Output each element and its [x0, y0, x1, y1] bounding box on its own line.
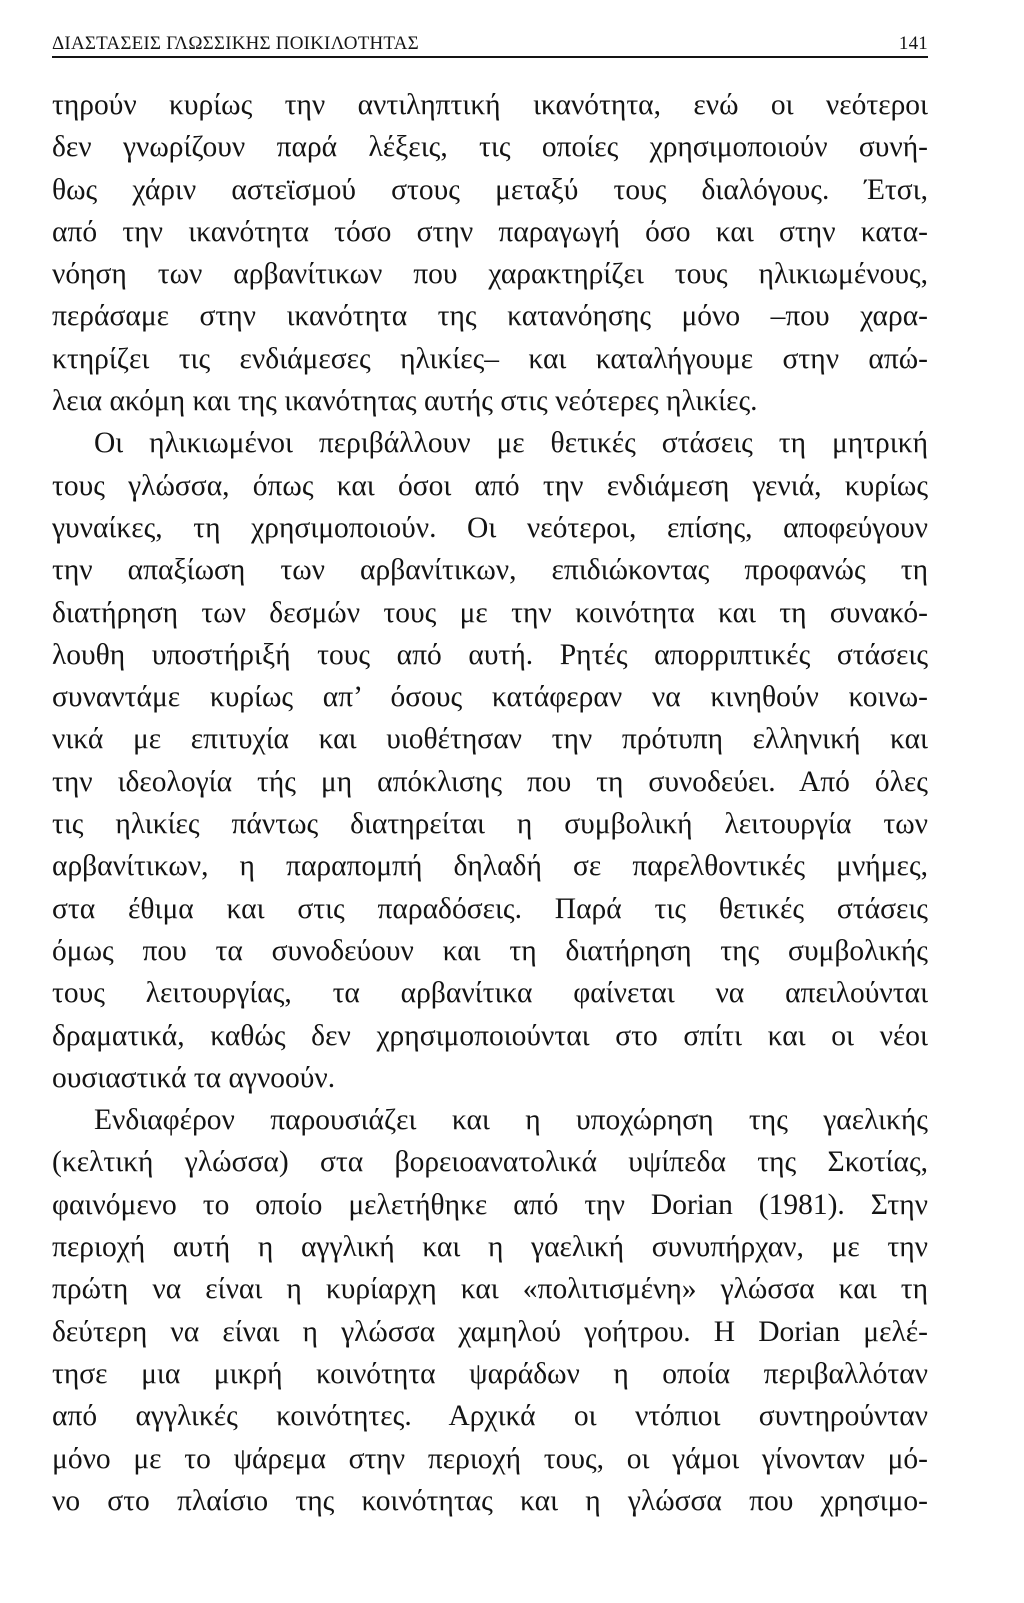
text-line: νικά με επιτυχία και υιοθέτησαν την πρότυπη ελληνική και [52, 723, 928, 756]
text-line: περιοχή αυτή η αγγλική και η γαελική συνυπήρχαν, με την [52, 1231, 928, 1264]
text-line: ουσιαστικά τα αγνοούν. [52, 1061, 336, 1094]
running-header [52, 30, 928, 58]
text-line: όμως που τα συνοδεύουν και τη διατήρηση της συμβολικής [52, 934, 928, 967]
text-line: περάσαμε στην ικανότητα της κατανόησης μόνο –που χαρα- [52, 300, 928, 333]
text-line: νόηση των αρβανίτικων που χαρακτηρίζει τους ηλικιωμένους, [52, 258, 928, 291]
paragraph-start-line: Οι ηλικιωμένοι περιβάλλουν με θετικές στάσεις τη μητρική [94, 427, 928, 460]
text-line: λεια ακόμη και της ικανότητας αυτής στις νεότερες ηλικίες. [52, 385, 758, 418]
text-line: τους λειτουργίας, τα αρβανίτικα φαίνεται να απειλούνται [52, 977, 928, 1010]
text-line: λουθη υποστήριξή τους από αυτή. Ρητές απορριπτικές στάσεις [52, 638, 928, 671]
text-line: γυναίκες, τη χρησιμοποιούν. Οι νεότεροι, επίσης, αποφεύγουν [52, 511, 928, 544]
text-line: δραματικά, καθώς δεν χρησιμοποιούνται στο σπίτι και οι νέοι [52, 1019, 928, 1052]
text-line: στα έθιμα και στις παραδόσεις. Παρά τις θετικές στάσεις [52, 892, 928, 925]
text-line: μόνο με το ψάρεμα στην περιοχή τους, οι γάμοι γίνονταν μό- [52, 1442, 928, 1475]
running-title: ΔΙΑΣΤΑΣΕΙΣ ΓΛΩΣΣΙΚΗΣ ΠΟΙΚΙΛΟΤΗΤΑΣ [52, 33, 419, 54]
text-line: την ιδεολογία τής μη απόκλισης που τη συνοδεύει. Από όλες [52, 765, 928, 798]
text-line: από την ικανότητα τόσο στην παραγωγή όσο και στην κατα- [52, 215, 928, 248]
body-text [52, 84, 928, 1522]
text-line: τους γλώσσα, όπως και όσοι από την ενδιάμεση γενιά, κυρίως [52, 469, 928, 502]
text-line: τησε μια μικρή κοινότητα ψαράδων η οποία περιβαλλόταν [52, 1357, 928, 1390]
text-line: θως χάριν αστεϊσμού στους μεταξύ τους διαλόγους. Έτσι, [52, 173, 928, 206]
paragraph-start-line: Ενδιαφέρον παρουσιάζει και η υποχώρηση της γαελικής [94, 1104, 928, 1137]
text-line: κτηρίζει τις ενδιάμεσες ηλικίες– και καταλήγουμε στην απώ- [52, 342, 928, 375]
text-line: συναντάμε κυρίως απ’ όσους κατάφεραν να κινηθούν κοινω- [52, 681, 928, 714]
text-line: δεν γνωρίζουν παρά λέξεις, τις οποίες χρησιμοποιούν συνή- [52, 131, 928, 164]
text-line: (κελτική γλώσσα) στα βορειοανατολικά υψίπεδα της Σκοτίας, [52, 1146, 928, 1179]
text-line: δεύτερη να είναι η γλώσσα χαμηλού γοήτρου. Η Dorian μελέ- [52, 1315, 928, 1348]
text-line: τηρούν κυρίως την αντιληπτική ικανότητα, ενώ οι νεότεροι [52, 89, 928, 121]
text-line: από αγγλικές κοινότητες. Αρχικά οι ντόπιοι συντηρούνταν [52, 1400, 928, 1433]
text-line: τις ηλικίες πάντως διατηρείται η συμβολική λειτουργία των [52, 808, 928, 841]
text-line: αρβανίτικων, η παραπομπή δηλαδή σε παρελθοντικές μνήμες, [52, 850, 928, 883]
text-line: νο στο πλαίσιο της κοινότητας και η γλώσσα που χρησιμο- [52, 1484, 928, 1517]
text-line: πρώτη να είναι η κυρίαρχη και «πολιτισμένη» γλώσσα και τη [52, 1273, 928, 1306]
text-line: την απαξίωση των αρβανίτικων, επιδιώκοντας προφανώς τη [52, 554, 928, 587]
page-number: 141 [898, 33, 928, 54]
text-line: φαινόμενο το οποίο μελετήθηκε από την Dorian (1981). Στην [52, 1188, 928, 1221]
text-line: διατήρηση των δεσμών τους με την κοινότητα και τη συνακό- [52, 596, 928, 629]
